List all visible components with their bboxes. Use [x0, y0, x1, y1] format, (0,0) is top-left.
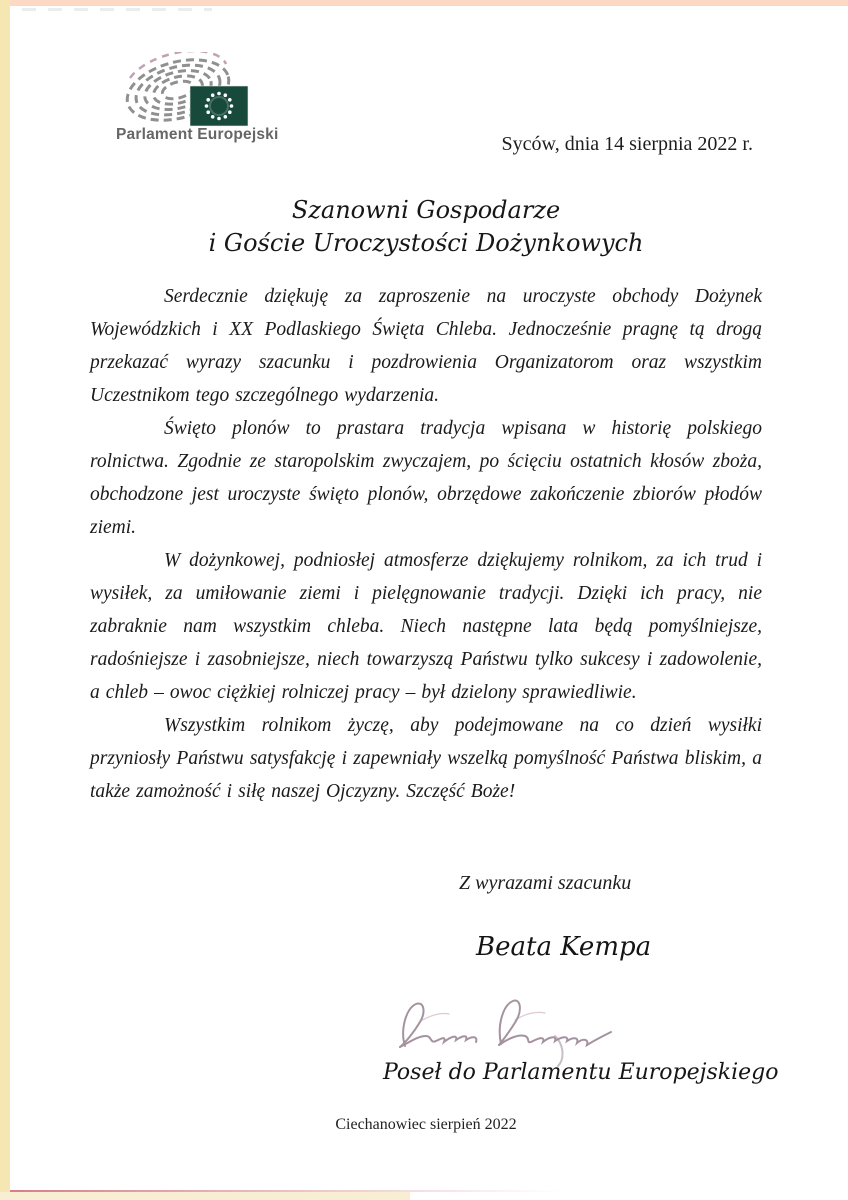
scan-smudge [22, 8, 212, 11]
signer-name: Beata Kempa [476, 932, 652, 962]
letter-body [90, 280, 762, 808]
paragraph-2: Święto plonów to prastara tradycja wpisana w historię polskiego rolnictwa. Zgodnie ze staropolskim zwyczajem, po ścięciu ostatnich kłosów zboża, obchodzone jest uroczyste święto plonów, obrzędowe zakończenie zbiorów płodów ziemi. [90, 418, 762, 538]
salutation-line-2: i Goście Uroczystości Dożynkowych [208, 229, 644, 257]
salutation-heading [90, 194, 762, 260]
salutation-line-1: Szanowni Gospodarze [291, 196, 561, 224]
date-line: Syców, dnia 14 sierpnia 2022 r. [501, 133, 753, 155]
scan-bottom-cream-edge [0, 1192, 410, 1200]
paragraph-4: Wszystkim rolnikom życzę, aby podejmowane na co dzień wysiłki przyniosły Państwu satysfakcję i zapewniały wszelką pomyślność Państwa bliskim, a także zamożność i siłę naszej Ojczyzny. Szczęść Boże! [90, 715, 762, 802]
signature-handwriting-icon [373, 992, 625, 1070]
paragraph-1: Serdecznie dziękuję za zaproszenie na uroczyste obchody Dożynek Wojewódzkich i XX Podlaskiego Święta Chleba. Jednocześnie pragnę tą drogą przekazać wyrazy szacunku i pozdrowienia Organizatorom oraz wszystkim Uczestnikom tego szczególnego wydarzenia. [90, 286, 762, 406]
scan-edge-top [0, 0, 848, 6]
logo-caption: Parlament Europejski [116, 126, 279, 143]
paragraph-3: W dożynkowej, podniosłej atmosferze dziękujemy rolnikom, za ich trud i wysiłek, za umiłowanie ziemi i pielęgnowanie tradycji. Dzięki ich pracy, nie zabraknie nam wszystkim chleba. Niech następne lata będą pomyślniejsze, radośniejsze i zasobniejsze, niech towarzyszą Państwu tylko sukcesy i zadowolenie, a chleb – owoc ciężkiej rolniczej pracy – był dzielony sprawiedliwie. [90, 550, 762, 703]
signer-title: Poseł do Parlamentu Europejskiego [383, 1060, 779, 1085]
place-date-footer: Ciechanowiec sierpień 2022 [335, 1116, 517, 1133]
scan-edge-left [0, 0, 10, 1200]
closing-line: Z wyrazami szacunku [459, 872, 632, 894]
